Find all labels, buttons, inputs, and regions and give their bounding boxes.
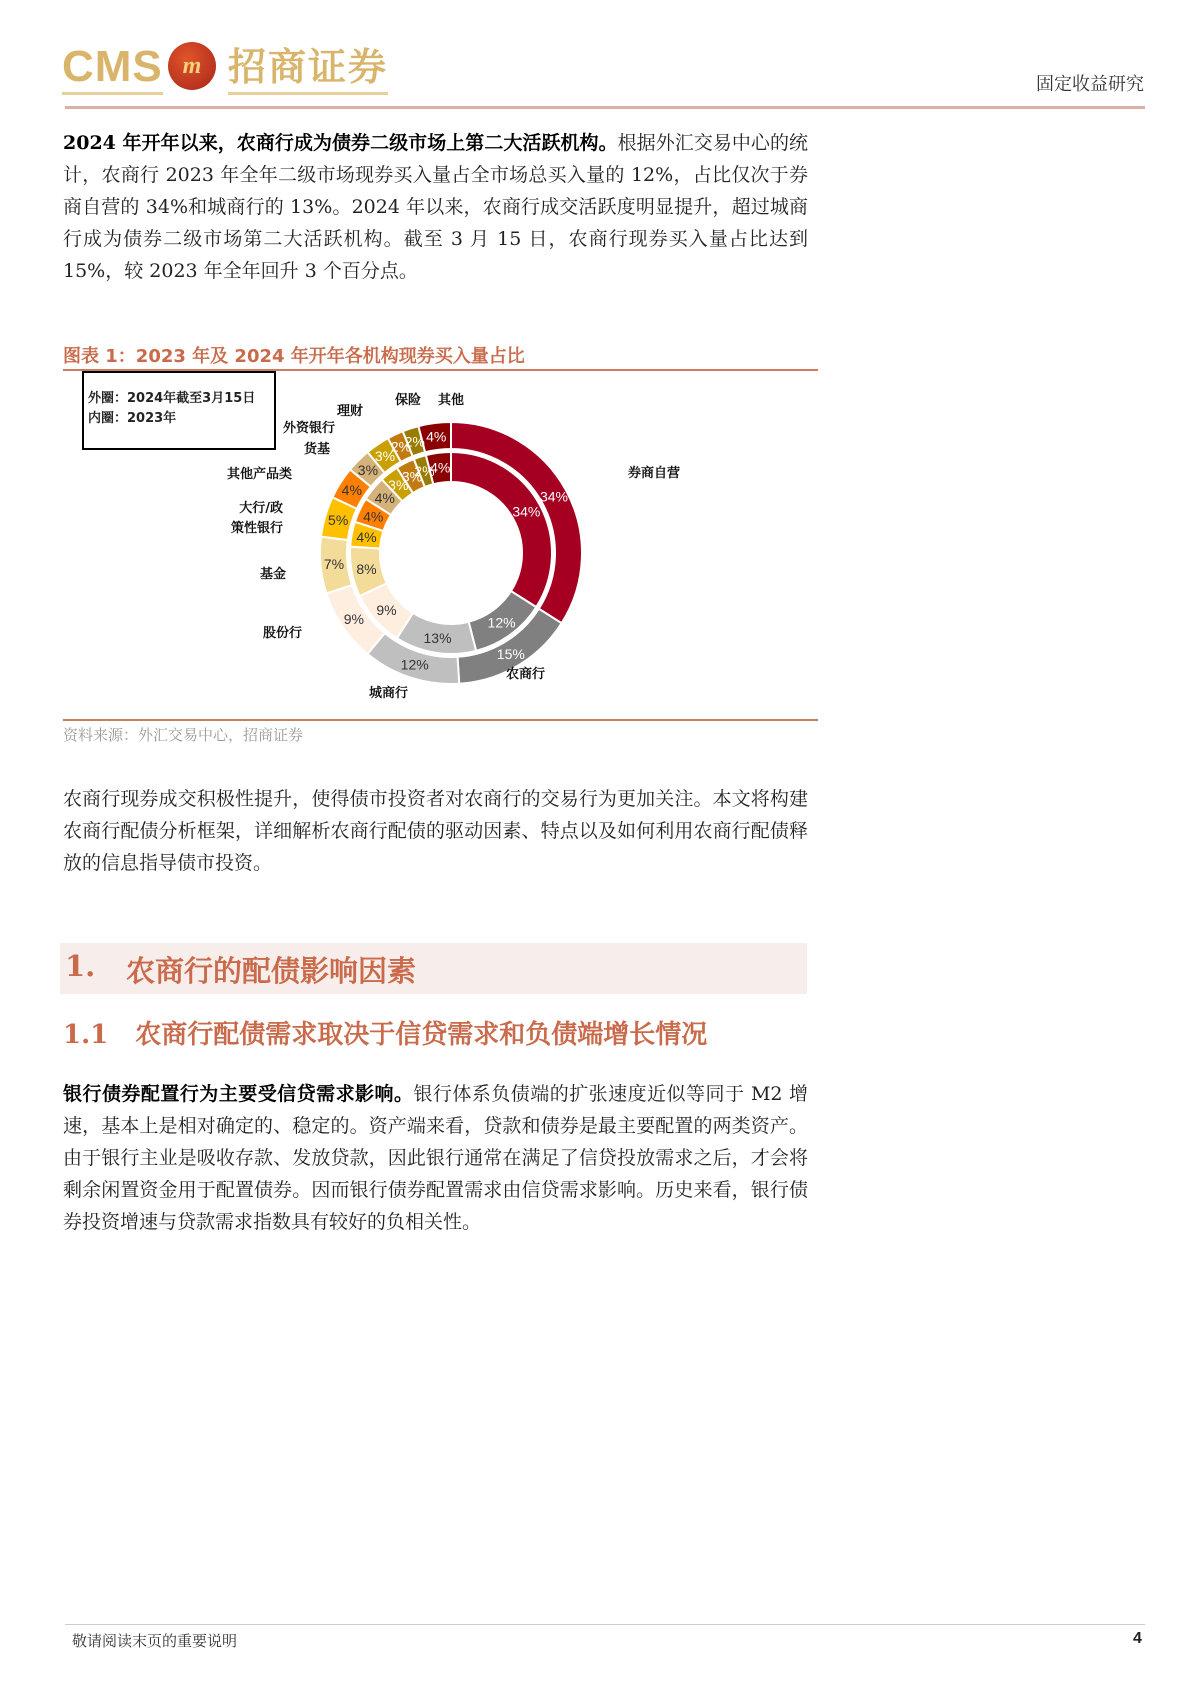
data-label-inner-0: 34% xyxy=(512,503,541,520)
section-title: 农商行的配债影响因素 xyxy=(126,954,417,988)
donut-chart xyxy=(0,0,1200,760)
category-label-8: 外资银行 xyxy=(282,421,335,436)
paragraph-3-lead: 银行债券配置行为主要受信贷需求影响。 xyxy=(63,1083,414,1105)
data-label-inner-10: 2% xyxy=(414,463,435,480)
category-label-7: 货基 xyxy=(303,442,330,457)
category-label-11: 其他 xyxy=(437,393,465,408)
data-label-outer-1: 15% xyxy=(496,646,525,663)
footer-divider xyxy=(65,1624,1145,1625)
data-label-outer-7: 3% xyxy=(357,461,379,478)
subsection-heading-1-1 xyxy=(63,1014,707,1051)
logo-cms: CMS xyxy=(62,42,163,95)
data-label-inner-11: 4% xyxy=(430,459,451,476)
category-label-3: 股份行 xyxy=(262,626,302,641)
data-label-inner-9: 3% xyxy=(401,468,423,485)
data-label-outer-5: 5% xyxy=(328,512,349,529)
page-number: 4 xyxy=(1133,1630,1142,1647)
data-label-outer-9: 2% xyxy=(390,438,412,455)
category-label-1: 农商行 xyxy=(505,667,545,682)
legend-outer: 外圈：2024年截至3月15日 xyxy=(88,391,256,406)
chart-source: 资料来源：外汇交易中心，招商证券 xyxy=(63,726,304,744)
category-label-6: 其他产品类 xyxy=(226,467,292,482)
paragraph-3 xyxy=(63,1078,808,1238)
data-label-outer-4: 7% xyxy=(323,556,345,573)
data-label-outer-10: 2% xyxy=(404,433,425,450)
data-label-outer-8: 3% xyxy=(374,447,396,464)
section-heading-1 xyxy=(60,943,807,994)
paragraph-3-body: 银行体系负债端的扩张速度近似等同于 M2 增速，基本上是相对确定的、稳定的。资产端来看，贷款和债券是最主要配置的两类资产。由于银行主业是吸收存款、发放贷款，因此银行通常在满足了信贷投放需求之后，才会将剩余闲置资金用于配置债券。因而银行债券配置需求由信贷需求影响。历史来看，银行债券投资增速与贷款需求指数具有较好的负相关性。 xyxy=(63,1083,808,1233)
section-number: 1. xyxy=(65,949,96,983)
category-label-5: 大行/政策性银行 xyxy=(230,501,283,536)
footer-note: 敬请阅读末页的重要说明 xyxy=(72,1632,238,1650)
category-label-0: 券商自营 xyxy=(628,466,681,481)
legend-inner: 内圈：2023年 xyxy=(88,411,177,426)
category-label-4: 基金 xyxy=(259,567,286,582)
subsection-number: 1.1 xyxy=(63,1020,109,1050)
category-label-2: 城商行 xyxy=(368,686,408,701)
category-label-10: 保险 xyxy=(394,393,422,408)
data-label-inner-3: 9% xyxy=(376,601,397,618)
data-label-inner-8: 3% xyxy=(388,477,409,494)
report-category: 固定收益研究 xyxy=(1036,74,1144,95)
data-label-inner-6: 4% xyxy=(363,508,384,525)
data-label-inner-7: 4% xyxy=(374,490,395,507)
subsection-title: 农商行配债需求取决于信贷需求和负债端增长情况 xyxy=(135,1020,708,1050)
category-label-9: 理财 xyxy=(336,404,363,419)
logo-emblem-icon: m xyxy=(168,42,216,90)
data-label-inner-5: 4% xyxy=(356,528,377,545)
paragraph-1-lead: 2024 年开年以来，农商行成为债券二级市场上第二大活跃机构。 xyxy=(63,132,618,154)
chart-bottom-rule xyxy=(63,719,818,721)
data-label-outer-6: 4% xyxy=(341,482,362,499)
data-label-outer-11: 4% xyxy=(426,428,447,445)
data-label-outer-2: 12% xyxy=(400,656,429,673)
chart-title: 图表 1：2023 年及 2024 年开年各机构现券买入量占比 xyxy=(63,346,525,367)
data-label-outer-0: 34% xyxy=(539,488,568,505)
data-label-inner-1: 12% xyxy=(487,614,516,631)
data-label-inner-4: 8% xyxy=(356,561,377,578)
data-label-inner-2: 13% xyxy=(423,629,452,646)
logo-cn: 招商证券 xyxy=(228,42,388,95)
paragraph-2: 农商行现券成交积极性提升，使得债市投资者对农商行的交易行为更加关注。本文将构建农商行配债分析框架，详细解析农商行配债的驱动因素、特点以及如何利用农商行配债释放的信息指导债市投资。 xyxy=(63,788,808,874)
data-label-outer-3: 9% xyxy=(343,611,364,628)
paragraph-1-body: 根据外汇交易中心的统计，农商行 2023 年全年二级市场现券买入量占全市场总买入量的 12%，占比仅次于券商自营的 34%和城商行的 13%。2024 年以来，农商行成交活跃度明显提升，超过城商行成为债券二级市场第二大活跃机构。截至 3 月 15 日，农商行现券买入量占比达到 15%，较 2023 年全年回升 3 个百分点。 xyxy=(63,132,808,282)
